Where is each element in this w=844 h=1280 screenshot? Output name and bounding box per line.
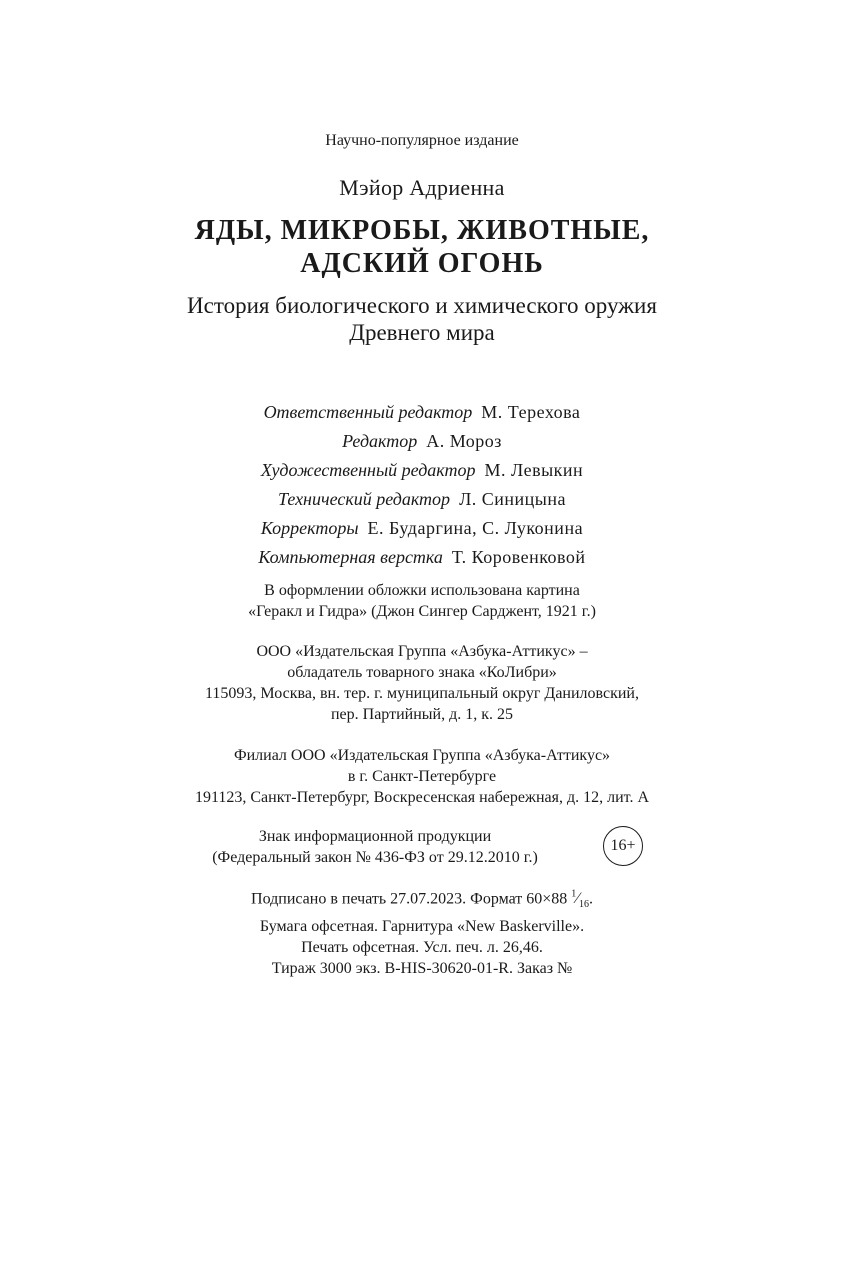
subtitle-line-1: История биологического и химического оружия <box>187 293 657 318</box>
credits-list <box>0 398 844 572</box>
publisher-line: обладатель товарного знака «КоЛибри» <box>287 664 557 681</box>
credit-row <box>0 398 844 427</box>
credit-person: М. Левыкин <box>484 460 584 480</box>
subtitle-line-2: Древнего мира <box>349 320 495 345</box>
publisher-line: ООО «Издательская Группа «Азбука-Аттикус» – <box>256 643 588 660</box>
fraction-numerator: 1 <box>571 889 577 900</box>
publisher-info <box>0 641 844 725</box>
print-info-line-2: Бумага офсетная. Гарнитура «New Baskerville». <box>259 917 585 935</box>
branch-line: Филиал ООО «Издательская Группа «Азбука-Аттикус» <box>233 747 611 764</box>
format-fraction: $^1⁄_{16}$ <box>571 889 589 911</box>
branch-info <box>0 745 844 808</box>
print-info <box>0 884 844 979</box>
branch-line: 191123, Санкт-Петербург, Воскресенская набережная, д. 12, лит. А <box>194 789 650 806</box>
print-info-line-3: Печать офсетная. Усл. печ. л. 26,46. <box>301 938 543 956</box>
branch-line: в г. Санкт-Петербурге <box>347 768 497 785</box>
credit-role: Технический редактор <box>277 489 451 509</box>
credit-row <box>0 427 844 456</box>
book-title <box>0 214 844 280</box>
fraction-denominator: 16 <box>578 899 589 911</box>
age-rating-badge: 16+ <box>603 826 643 866</box>
cover-note <box>0 580 844 622</box>
print-format-text: Подписано в печать 27.07.2023. Формат 60×88 <box>251 890 572 908</box>
credit-person: М. Терехова <box>481 402 581 422</box>
credit-role: Корректоры <box>260 518 359 538</box>
credit-role: Художественный редактор <box>260 460 476 480</box>
info-product-sign <box>200 826 550 868</box>
credit-role: Ответственный редактор <box>263 402 473 422</box>
credit-role: Компьютерная верстка <box>258 547 443 567</box>
credit-person: Л. Синицына <box>459 489 567 509</box>
cover-note-line: В оформлении обложки использована картина <box>264 582 580 599</box>
info-sign-line: Знак информационной продукции <box>258 828 492 845</box>
info-sign-line: (Федеральный закон № 436-ФЗ от 29.12.2010 г.) <box>212 849 538 866</box>
credit-role: Редактор <box>342 431 418 451</box>
print-info-line-4: Тираж 3000 экз. B-HIS-30620-01-R. Заказ № <box>271 959 573 977</box>
credit-person: Е. Бударгина, С. Луконина <box>367 518 584 538</box>
print-info-line-1 <box>0 884 844 916</box>
print-format-end: . <box>588 890 593 908</box>
credit-person: Т. Коровенковой <box>451 547 586 567</box>
publisher-line: пер. Партийный, д. 1, к. 25 <box>330 706 513 723</box>
book-subtitle <box>0 292 844 346</box>
cover-note-line: «Геракл и Гидра» (Джон Сингер Сарджент, 1921 г.) <box>248 603 596 620</box>
credit-person: А. Мороз <box>426 431 502 451</box>
publisher-line: 115093, Москва, вн. тер. г. муниципальный округ Даниловский, <box>205 685 639 702</box>
credit-row <box>0 543 844 572</box>
credit-row <box>0 456 844 485</box>
author-name: Мэйор Адриенна <box>339 175 505 200</box>
credit-row <box>0 514 844 543</box>
credit-row <box>0 485 844 514</box>
title-line-1: ЯДЫ, МИКРОБЫ, ЖИВОТНЫЕ, <box>194 215 650 246</box>
series-label: Научно-популярное издание <box>325 132 519 149</box>
title-line-2: АДСКИЙ ОГОНЬ <box>300 248 544 279</box>
